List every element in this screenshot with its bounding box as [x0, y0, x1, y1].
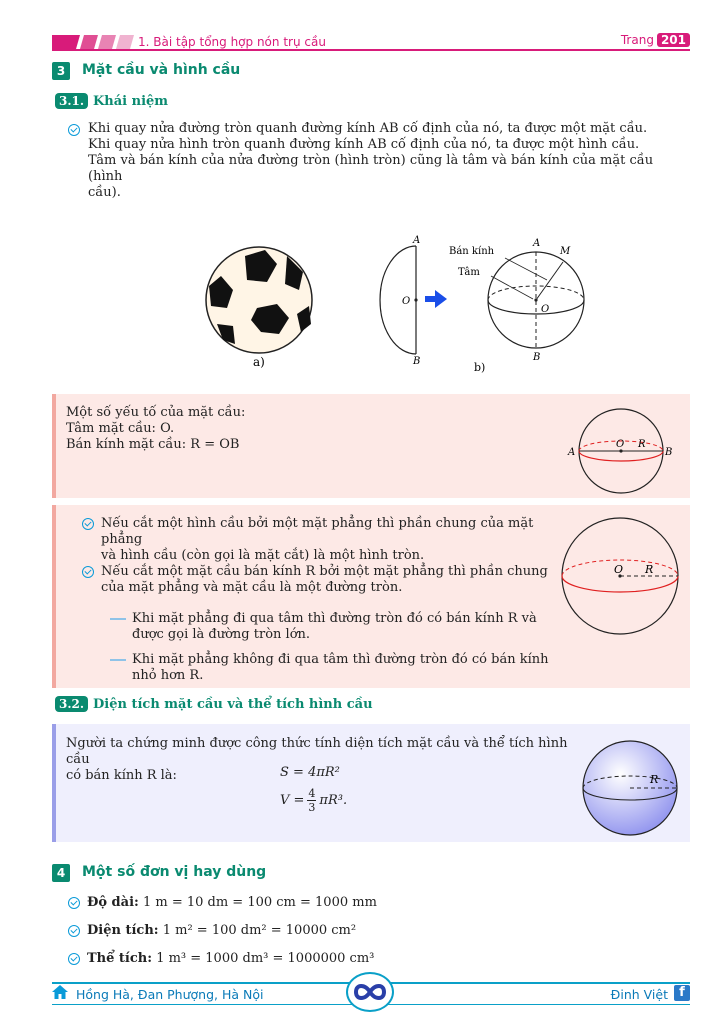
unit-label: Thể tích: — [87, 951, 153, 966]
section-number: 3 — [52, 62, 70, 80]
sub-line: Khi mặt phẳng không đi qua tâm thì đường tròn đó có bán kính — [132, 652, 549, 667]
unit-value: 1 m = 10 dm = 100 cm = 1000 mm — [142, 895, 377, 910]
box3-radius: R — [650, 773, 659, 786]
unit-length — [87, 895, 377, 911]
subsection-title: Diện tích mặt cầu và thể tích hình cầu — [93, 697, 373, 712]
label-a: a) — [253, 355, 265, 369]
volume-lhs: V = — [280, 793, 305, 808]
unit-value: 1 m² = 100 dm² = 10000 cm² — [162, 923, 357, 938]
page-indicator — [621, 33, 690, 47]
concept-line: cầu). — [88, 185, 121, 200]
elements-line: Bán kính mặt cầu: R = OB — [66, 437, 240, 452]
concept-paragraph — [88, 121, 690, 201]
point-b-label: B — [413, 356, 421, 367]
formula-area: S = 4πR² — [280, 765, 340, 780]
header-title: 1. Bài tập tổng hợp nón trụ cầu — [138, 35, 326, 49]
formula-intro-line: có bán kính R là: — [66, 768, 177, 783]
sub-line: nhỏ hơn R. — [132, 668, 204, 683]
dash-bullet — [110, 659, 126, 661]
box1-point-b: B — [665, 447, 673, 458]
infinity-icon — [348, 974, 392, 1010]
cross-section-bullet-1 — [101, 516, 549, 564]
sphere-elements-figure — [566, 405, 678, 497]
sub-line: Khi mặt phẳng đi qua tâm thì đường tròn đó có bán kính R và — [132, 611, 537, 626]
unit-label: Diện tích: — [87, 923, 159, 938]
section-number: 4 — [52, 864, 70, 882]
page-number: 201 — [657, 33, 690, 47]
concept-line: Khi quay nửa hình tròn quanh đường kính AB cố định của nó, ta được một hình cầu. — [88, 137, 640, 152]
formula-intro-line: Người ta chứng minh được công thức tính diện tích mặt cầu và thể tích hình cầu — [66, 736, 568, 767]
volume-fraction — [307, 787, 316, 814]
page-label: Trang — [620, 33, 654, 47]
box1-point-o: O — [616, 439, 625, 450]
check-icon — [68, 124, 80, 136]
bullet-line: Nếu cắt một hình cầu bởi một mặt phẳng thì phần chung của mặt phẳng — [101, 516, 534, 547]
cross-section-bullet-2 — [101, 564, 549, 596]
check-icon — [82, 518, 94, 530]
page-footer — [52, 980, 690, 1010]
sphere-volume-figure — [578, 738, 682, 838]
subsection-title: Khái niệm — [93, 94, 169, 109]
great-circle-text — [132, 611, 550, 643]
point-o-label: O — [402, 296, 411, 307]
arrow-right-icon — [425, 290, 447, 308]
page-header — [52, 33, 690, 51]
sphere-point-o: O — [541, 304, 550, 315]
dash-bullet — [110, 618, 126, 620]
check-icon — [68, 953, 80, 965]
box1-radius: R — [638, 439, 646, 450]
point-a-label: A — [413, 235, 421, 246]
sub-line: được gọi là đường tròn lớn. — [132, 627, 311, 642]
concept-line: Tâm và bán kính của nửa đường tròn (hình tròn) cũng là tâm và bán kính của mặt cầu (hình — [88, 153, 654, 184]
sphere-point-a: A — [533, 238, 541, 249]
footer-author: Đinh Việt — [610, 987, 668, 1002]
infinity-logo — [346, 972, 394, 1012]
subsection-number: 3.2. — [55, 696, 88, 712]
section-title: Mặt cầu và hình cầu — [82, 62, 241, 78]
fraction-denominator: 3 — [308, 801, 316, 814]
check-icon — [68, 925, 80, 937]
unit-value: 1 m³ = 1000 dm³ = 1000000 cm³ — [156, 951, 375, 966]
check-icon — [68, 897, 80, 909]
footer-address: Hồng Hà, Đan Phượng, Hà Nội — [76, 987, 264, 1002]
soccer-ball-icon — [206, 247, 312, 353]
header-stripes-icon — [52, 35, 134, 49]
unit-area — [87, 923, 356, 939]
box1-point-a: A — [568, 447, 576, 458]
sphere-point-b: B — [533, 352, 541, 363]
formula-volume — [280, 787, 347, 814]
sphere-point-m: M — [560, 246, 571, 257]
unit-label: Độ dài: — [87, 895, 139, 910]
home-icon — [52, 985, 68, 999]
section-title: Một số đơn vị hay dùng — [82, 864, 267, 880]
concept-line: Khi quay nửa đường tròn quanh đường kính AB cố định của nó, ta được một mặt cầu. — [88, 121, 648, 136]
elements-line: Một số yếu tố của mặt cầu: — [66, 405, 246, 420]
radius-label: Bán kính — [449, 246, 495, 257]
fraction-numerator: 4 — [308, 787, 316, 800]
great-circle-figure — [558, 516, 682, 636]
subsection-number: 3.1. — [55, 93, 88, 109]
center-label: Tâm — [458, 267, 480, 278]
header-rule — [52, 49, 690, 51]
small-circle-text — [132, 652, 550, 684]
facebook-icon[interactable]: f — [674, 985, 690, 1001]
elements-line: Tâm mặt cầu: O. — [66, 421, 175, 436]
check-icon — [82, 566, 94, 578]
sphere-elements-text — [66, 405, 546, 453]
bullet-line: của mặt phẳng và mặt cầu là một đường tròn. — [101, 580, 403, 595]
bullet-line: Nếu cắt một mặt cầu bán kính R bởi một mặt phẳng thì phần chung — [101, 564, 548, 579]
label-b: b) — [474, 361, 486, 374]
sphere-concept-figure — [195, 228, 615, 378]
volume-rhs: πR³. — [319, 793, 348, 808]
box2-point-o: O — [614, 563, 624, 576]
unit-volume — [87, 951, 374, 967]
box2-radius: R — [645, 563, 654, 576]
bullet-line: và hình cầu (còn gọi là mặt cắt) là một hình tròn. — [101, 548, 425, 563]
